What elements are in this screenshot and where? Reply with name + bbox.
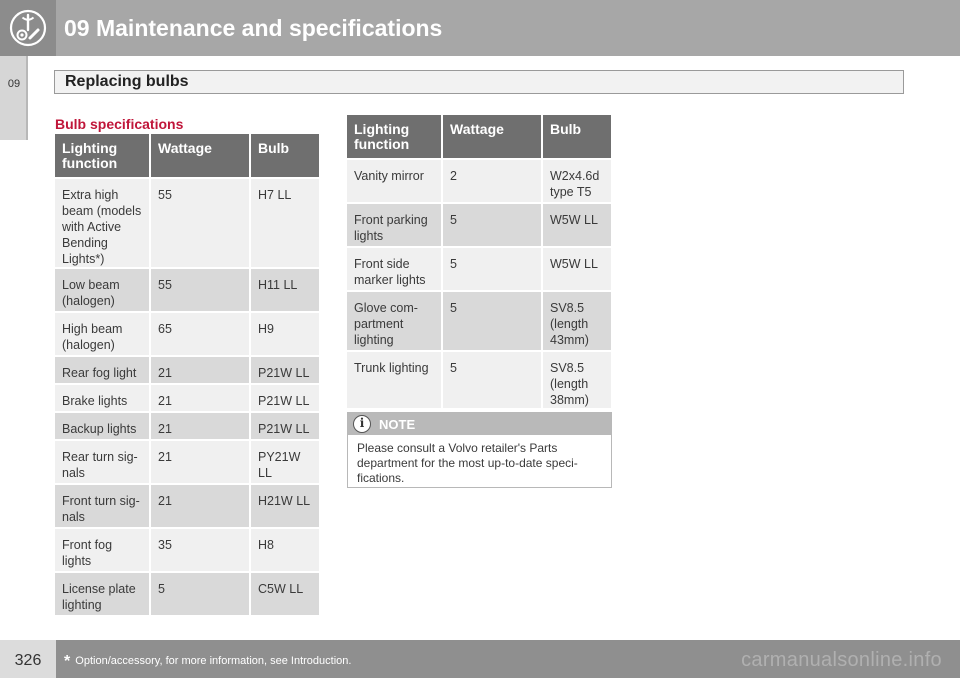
table-row [55,357,319,385]
table-row [347,248,611,292]
cell-bulb: P21W LL [251,385,319,411]
cell-bulb: W5W LL [543,248,611,290]
page-number-box [0,640,56,678]
table-header-row [347,115,611,160]
table-row [55,529,319,573]
bulb-table-1 [55,134,319,617]
cell-wattage: 5 [443,248,543,290]
cell-bulb: PY21W LL [251,441,319,483]
table-row [55,441,319,485]
info-icon: i [353,415,371,433]
table-row [55,269,319,313]
note-text: Please consult a Volvo retailer's Parts department for the most up-to-date speci-fications. [357,441,578,485]
cell-bulb: P21W LL [251,357,319,383]
cell-bulb: W5W LL [543,204,611,246]
cell-function: Glove com-partment lighting [347,292,443,350]
wrench-icon [0,0,56,56]
note-header [348,413,611,435]
cell-wattage: 5 [443,352,543,408]
cell-function: Rear fog light [55,357,151,383]
cell-function: Trunk lighting [347,352,443,408]
cell-bulb: H9 [251,313,319,355]
note-box [347,412,612,488]
cell-bulb: H8 [251,529,319,571]
cell-wattage: 2 [443,160,543,202]
cell-function: Front turn sig-nals [55,485,151,527]
cell-wattage: 21 [151,413,251,439]
table-row [347,160,611,204]
cell-bulb: SV8.5 (length 43mm) [543,292,611,350]
footnote-text: Option/accessory, for more information, see Introduction. [75,655,352,667]
table-row [347,204,611,248]
column-header-function: Lighting function [55,134,151,177]
table-row [347,352,611,410]
chapter-title: 09 Maintenance and specifications [64,15,443,41]
cell-bulb: H21W LL [251,485,319,527]
chapter-header [0,0,960,56]
cell-function: Rear turn sig-nals [55,441,151,483]
cell-function: Front side marker lights [347,248,443,290]
chapter-number: 09 [7,78,21,90]
cell-bulb: C5W LL [251,573,319,615]
cell-bulb: W2x4.6d type T5 [543,160,611,202]
footnote [64,653,351,671]
table-row [55,573,319,617]
cell-wattage: 21 [151,485,251,527]
column-header-bulb: Bulb [251,134,319,177]
cell-wattage: 5 [151,573,251,615]
cell-function: Front parking lights [347,204,443,246]
cell-wattage: 5 [443,292,543,350]
cell-bulb: H7 LL [251,179,319,267]
cell-function: Extra high beam (models with Active Bending Lights*) [55,179,151,267]
cell-function: High beam (halogen) [55,313,151,355]
watermark: carmanualsonline.info [741,649,942,671]
cell-wattage: 5 [443,204,543,246]
page-number: 326 [14,652,42,669]
cell-function: Backup lights [55,413,151,439]
bulb-table-2 [347,115,611,410]
spec-heading: Bulb specifications [55,116,184,132]
cell-wattage: 35 [151,529,251,571]
cell-function: Front fog lights [55,529,151,571]
table-row [55,413,319,441]
cell-wattage: 55 [151,269,251,311]
column-header-wattage: Wattage [151,134,251,177]
cell-function: Low beam (halogen) [55,269,151,311]
table-header-row [55,134,319,179]
page-footer [0,640,960,678]
cell-function: Vanity mirror [347,160,443,202]
table-row [55,485,319,529]
cell-wattage: 65 [151,313,251,355]
cell-bulb: P21W LL [251,413,319,439]
chapter-side-tab [0,56,28,140]
table-row [55,179,319,269]
footnote-star: * [64,653,71,670]
table-row [55,385,319,413]
cell-wattage: 21 [151,385,251,411]
note-label: NOTE [379,417,416,432]
cell-bulb: H11 LL [251,269,319,311]
column-header-function: Lighting function [347,115,443,158]
section-bar [54,70,904,94]
cell-wattage: 21 [151,357,251,383]
cell-wattage: 55 [151,179,251,267]
cell-wattage: 21 [151,441,251,483]
column-header-bulb: Bulb [543,115,611,158]
cell-function: Brake lights [55,385,151,411]
column-header-wattage: Wattage [443,115,543,158]
cell-bulb: SV8.5 (length 38mm) [543,352,611,408]
cell-function: License plate lighting [55,573,151,615]
section-title: Replacing bulbs [65,73,189,90]
table-row [347,292,611,352]
table-row [55,313,319,357]
